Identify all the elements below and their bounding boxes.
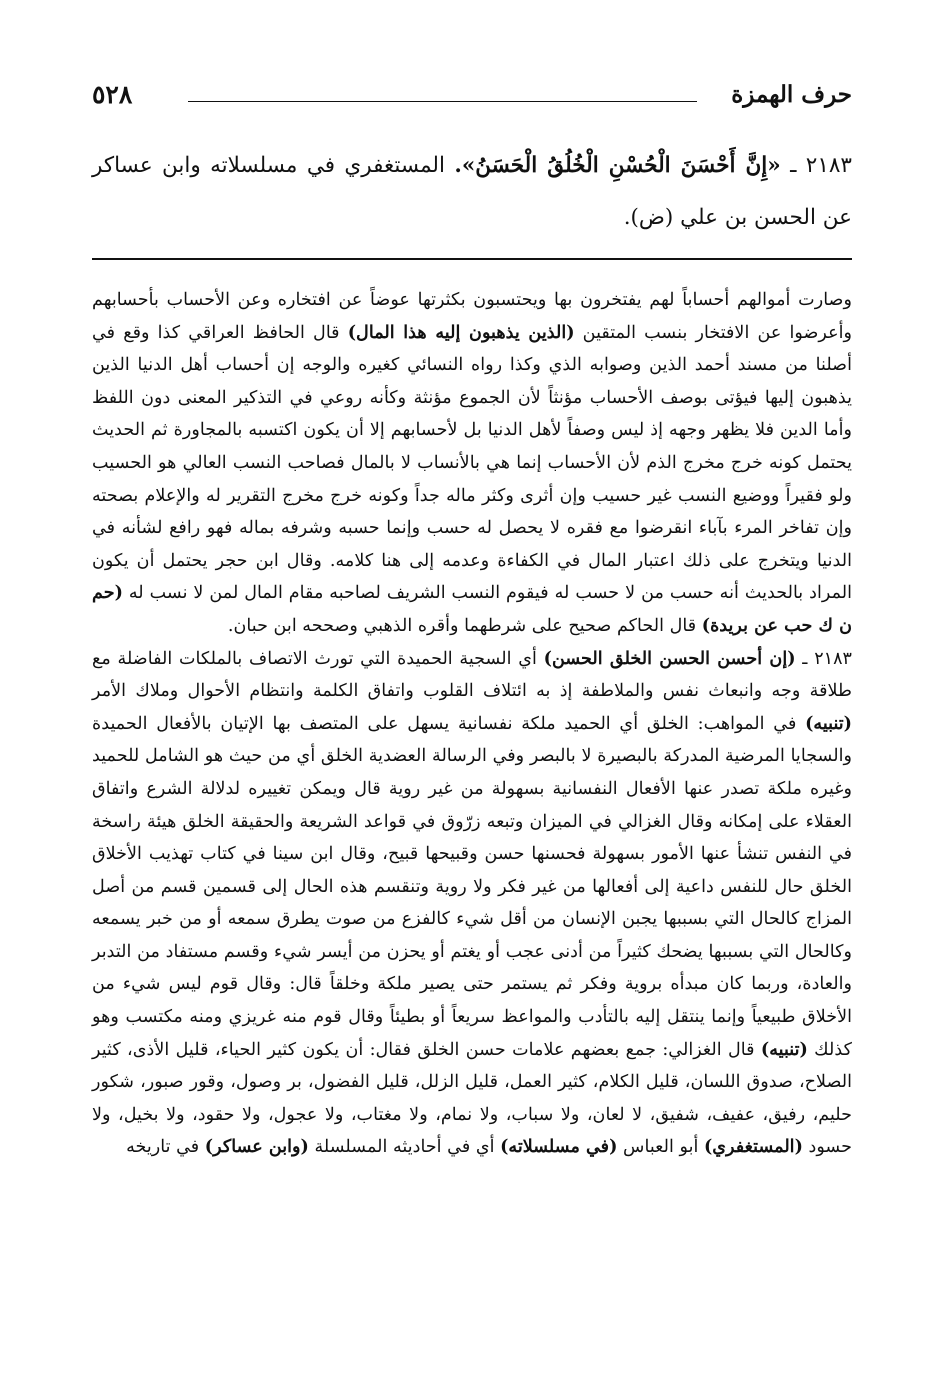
- page-number: ٥٢٨: [92, 80, 133, 109]
- commentary-text: في المواهب: الخلق أي الحميد ملكة نفسانية يسهل على المتصف بها الإتيان بالأفعال الحميدة والسجايا المرضية المدركة بالبصيرة لا بالبصر وفي الرسالة العضدية الخلق أي من حيث هو الشامل للحميد وغيره ملكة تصدر عنها الأفعال النفسانية بسهولة من غير روية قال ويمكن تغييره لدلالة الشرع واتفاق العقلاء على إمكانه وقال الغزالي في الميزان وتبعه زرّوق في قواعد الشريعة والحقيقة الخلق هيئة راسخة في النفس تنشأ عنها الأمور بسهولة فحسنها حسن وقبيحها قبيح، وقال ابن سينا في كتاب تهذيب الأخلاق الخلق حال للنفس داعية إلى أفعالها من غير فكر ولا روية وتنقسم هذه الحال إلى قسمين قسم من أصل المزاج كالحال التي بسببها يجبن الإنسان من أقل شيء كالفزع من صوت يطرق سمعه أو من خبر يسمعه وكالحال التي بسببها يضحك كثيراً من أدنى عجب أو يغتم أو يحزن من أيسر شيء وقسم مستفاد من التدبر والعادة، وربما كان مبدأه بروية وفكر ثم يستمر حتى يصير ملكة وخلقاً قال: وقال قوم ليس شيء من الأخلاق طبيعياً وإنما ينتقل إليه بالتأدب والمواعظ سريعاً أو بطيئاً وقال قوم منه غريزي ومنه مكتسب وهو كذلك: [92, 713, 852, 1060]
- hadith-number: ٢١٨٣ ـ: [790, 153, 852, 178]
- commentary-text: قال الغزالي: جمع بعضهم علامات حسن الخلق فقال: أن يكون كثير الحياء، قليل الأذى، كثير الصلاح، صدوق اللسان، قليل الكلام، كثير العمل، قليل الزلل، قليل الفضول، بر وصول، وقور صبور، شكور حليم، رفيق، عفيف، شفيق، لا لعان، ولا سباب، ولا نمام، ولا مغتاب، ولا عجول، ولا حقود، ولا بخيل، ولا حسود: [92, 1039, 852, 1158]
- footnote-separator: [92, 258, 852, 260]
- commentary-text: قال الحافظ العراقي كذا وقع في أصلنا من مسند أحمد الذين وصوابه الذي وكذا رواه النسائي كغيره والوجه إن أحساب أهل الدنيا الذين يذهبون إليها فيؤتى بوصف الأحساب مؤنثاً لأن الجموع مؤنثة وكأنه روعي في التذكير المعنى دون اللفظ وأما الدين فلا يظهر وجهه إذ ليس وصفاً لأهل الدنيا بل لأحسابهم إلا أن يكون اكتسبه بالمجاورة ثم الحديث يحتمل كونه خرج مخرج الذم لأن الأحساب إنما هي بالأنساب لا بالمال فصاحب النسب العالي هو الحسيب ولو فقيراً ووضيع النسب غير حسيب وإن أثرى وكثر ماله جداً وكونه خرج مخرج التقرير له والإعلام بصحته وإن تفاخر المرء بآباء انقرضوا مع فقره لا يحصل له حسب وإنما حسبه وشرفه بماله فهو رافع لشأنه في الدنيا ويتخرج على ذلك اعتبار المال في الكفاءة وعدمه إلى هنا كلامه. وقال ابن حجر يحتمل أن يكون المراد بالحديث أنه حسب من لا حسب له فيقوم النسب الشريف لصاحبه مقام المال لمن لا نسب له: [92, 322, 852, 604]
- note-label: (تنبيه): [760, 1038, 808, 1060]
- hadith-text: [92, 140, 852, 244]
- source-citation: (حم ن ك حب عن بريدة): [92, 582, 852, 636]
- bold-quote: (إن أحسن الحسن الخلق الحسن): [543, 647, 796, 669]
- header-rule: [188, 101, 697, 102]
- commentary-text: وصارت أموالهم أحساباً لهم يفتخرون بها ويحتسبون بكثرتها عوضاً عن افتخاره وعن الأحساب بأحسابهم وأعرضوا عن الافتخار بنسب المتقين: [92, 290, 853, 343]
- bold-quote: (المستغفري): [703, 1136, 803, 1158]
- commentary-text: أي السجية الحميدة التي تورث الاتصاف بالملكات الفاضلة مع طلاقة وجه وانبعاث نفس والملاطفة إذ به ائتلاف القلوب واتفاق الكلمة وانتظام الأحوال وملاك الأمر: [92, 648, 852, 702]
- commentary-paragraph-1: [92, 284, 852, 643]
- bold-quote: (الذين يذهبون إليه هذا المال): [347, 321, 575, 343]
- commentary-text: أبو العباس: [617, 1137, 704, 1158]
- hadith-matn: «إِنَّ أَحْسَنَ الْحُسْنِ الْخُلُقُ الْحَسَنُ».: [454, 153, 781, 178]
- bold-quote: (وابن عساكر): [204, 1136, 309, 1158]
- note-label: (تنبيه): [805, 712, 852, 734]
- commentary-text: قال الحاكم صحيح على شرطهما وأقره الذهبي وصححه ابن حبان.: [227, 615, 702, 636]
- running-title: حرف الهمزة: [731, 81, 852, 108]
- commentary-text: في تاريخه: [126, 1137, 205, 1158]
- commentary: [92, 284, 852, 1164]
- commentary-paragraph-2: [92, 643, 852, 1165]
- page-header: [92, 78, 852, 112]
- bold-quote: (في مسلسلاته): [500, 1136, 618, 1158]
- hadith-source: المستغفري في مسلسلاته وابن عساكر عن الحسن بن علي (ض).: [92, 153, 852, 230]
- commentary-text: أي في أحاديثه المسلسلة: [308, 1137, 501, 1158]
- entry-number: ٢١٨٣ ـ: [795, 648, 852, 669]
